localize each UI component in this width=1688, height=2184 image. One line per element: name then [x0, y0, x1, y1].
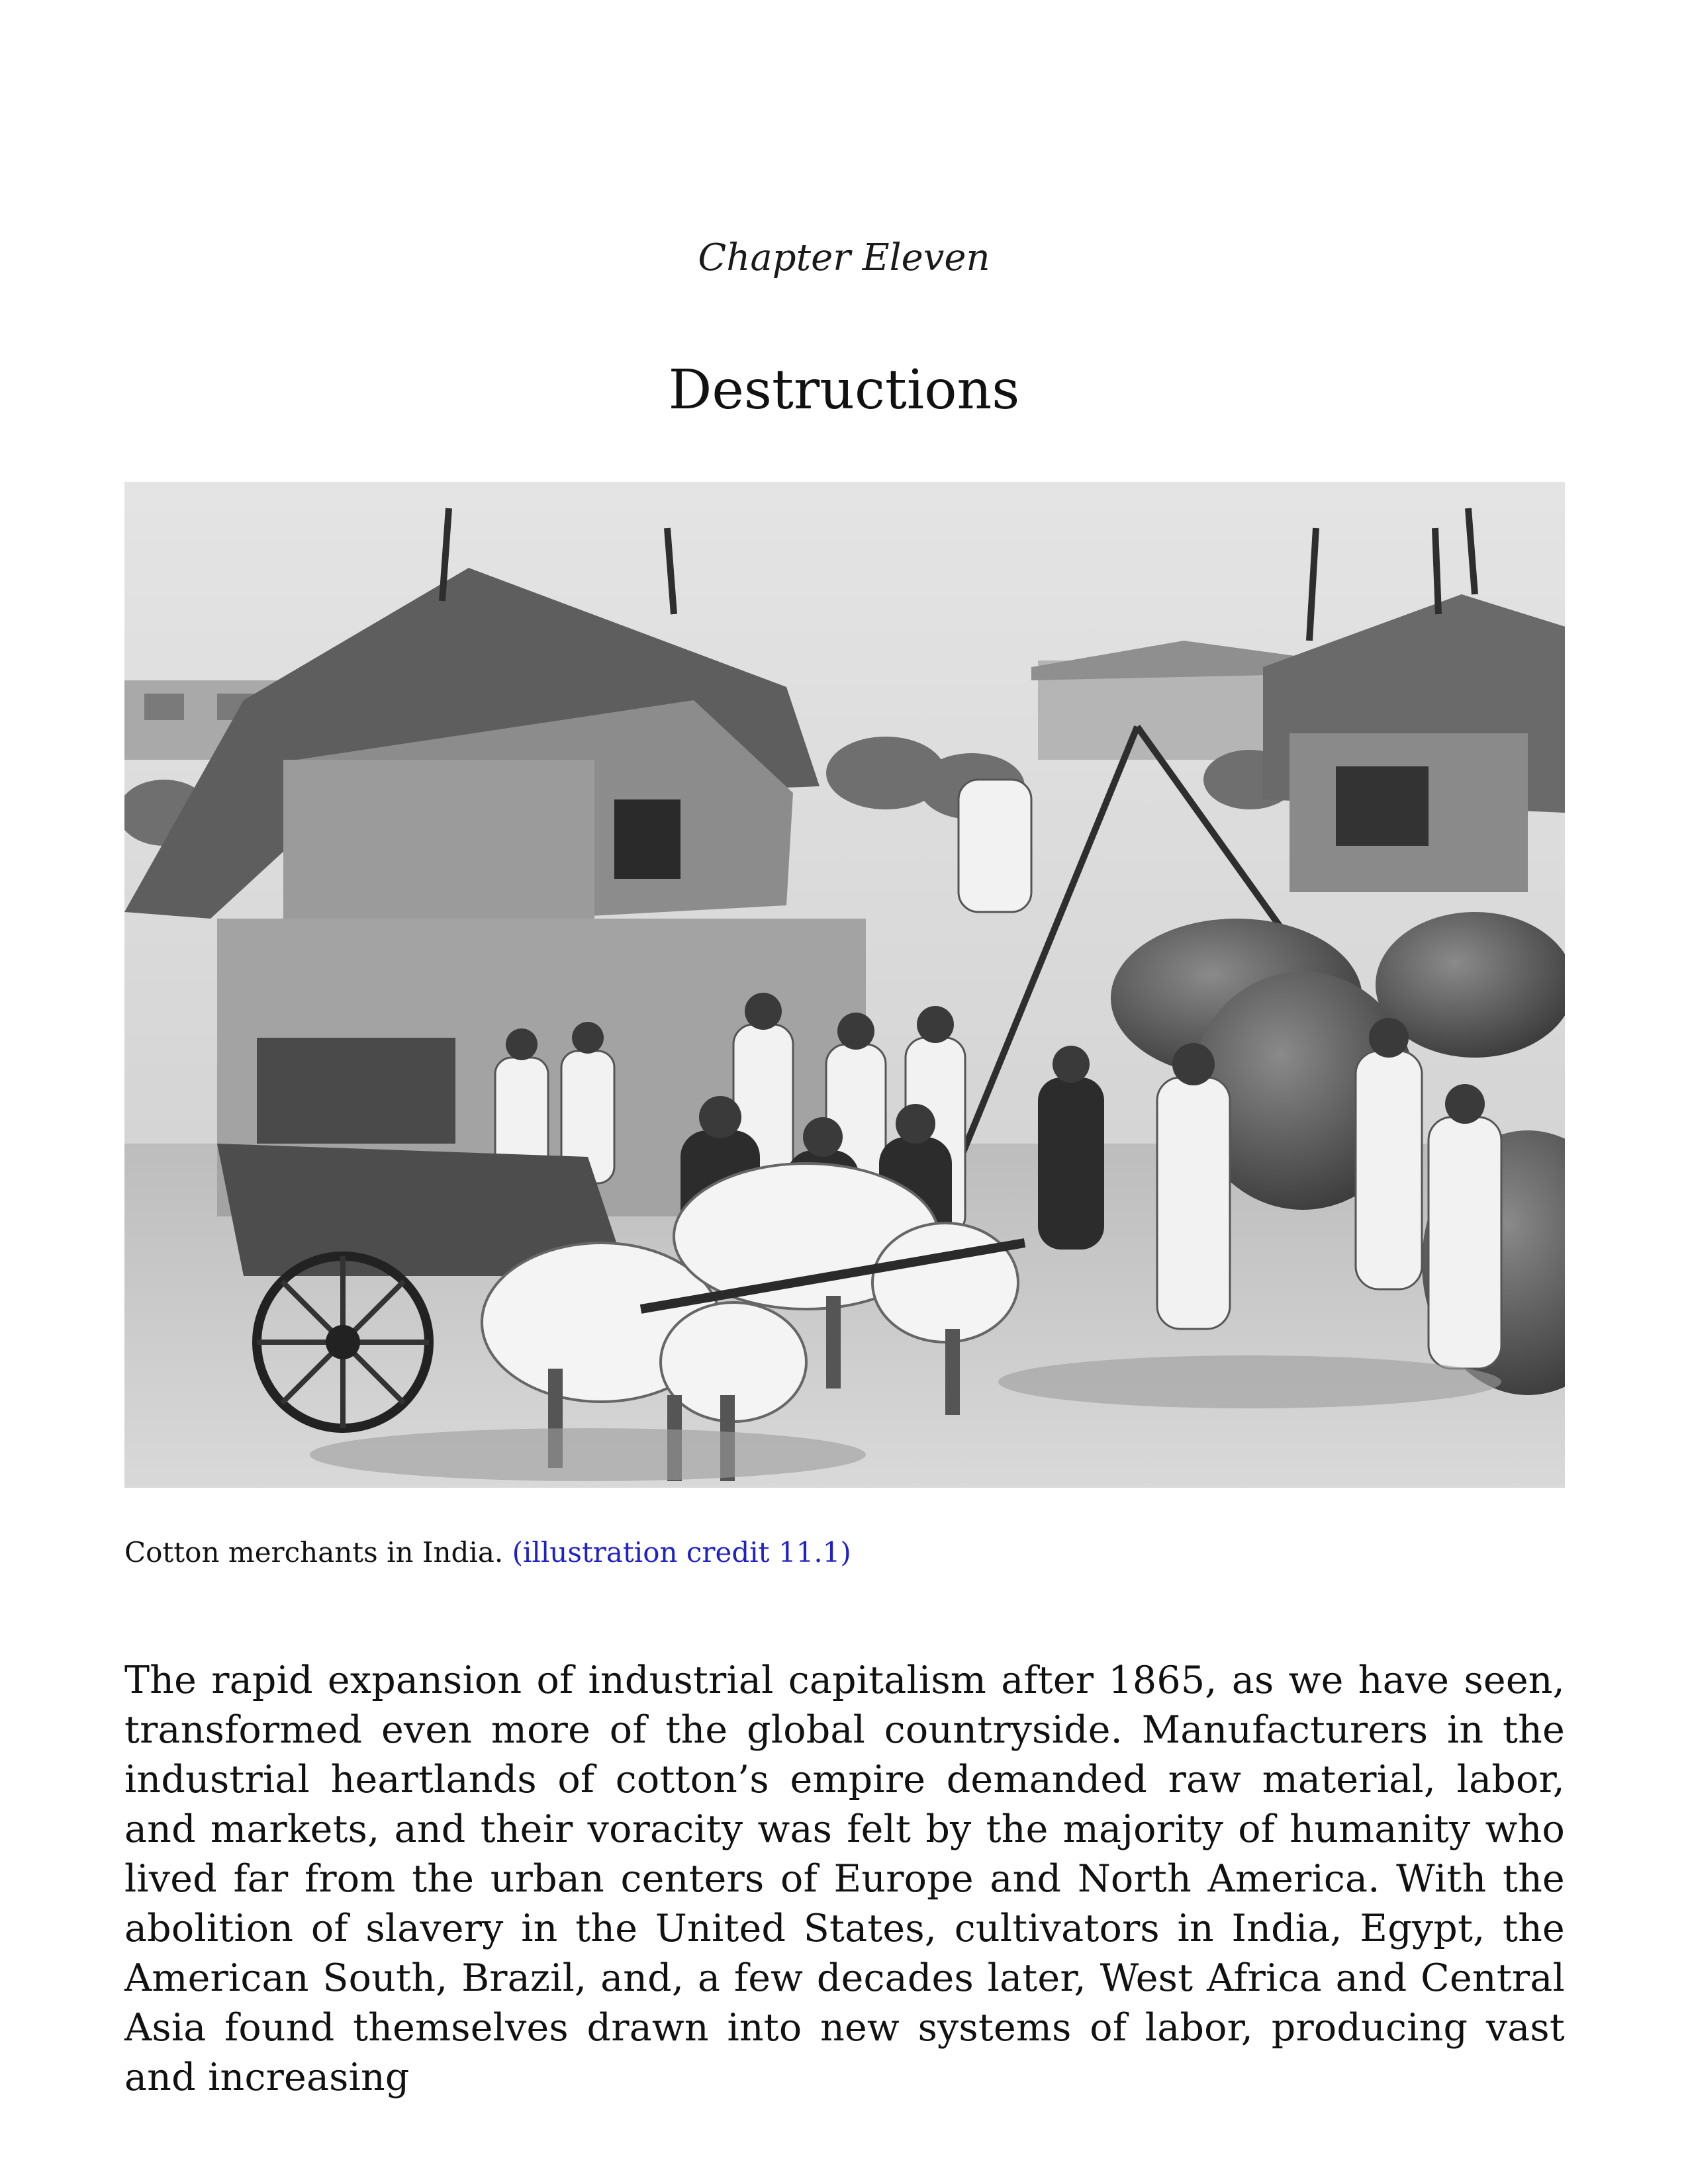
photo-illustration [124, 482, 1565, 1488]
cotton-merchants-photo [124, 482, 1565, 1488]
body-paragraph: The rapid expansion of industrial capitalism after 1865, as we have seen, transformed even more of the global countryside. Manufacturers in the industrial heartlands of cotton’s empire demanded raw material, labor, and markets, and their voracity was felt by the majority of humanity who lived far from the urban centers of Europe and North America. With the abolition of slavery in the United States, cultivators in India, Egypt, the American South, Brazil, and, a few decades later, West Africa and Central Asia found themselves drawn into new systems of labor, producing vast and increasing [124, 1659, 1565, 2099]
chapter-label: Chapter Eleven [698, 236, 990, 279]
figure-caption [124, 1533, 1565, 1572]
illustration-credit-link[interactable]: (illustration credit 11.1) [512, 1536, 851, 1569]
caption-text: Cotton merchants in India. [124, 1536, 504, 1569]
chapter-title: Destructions [668, 359, 1020, 422]
